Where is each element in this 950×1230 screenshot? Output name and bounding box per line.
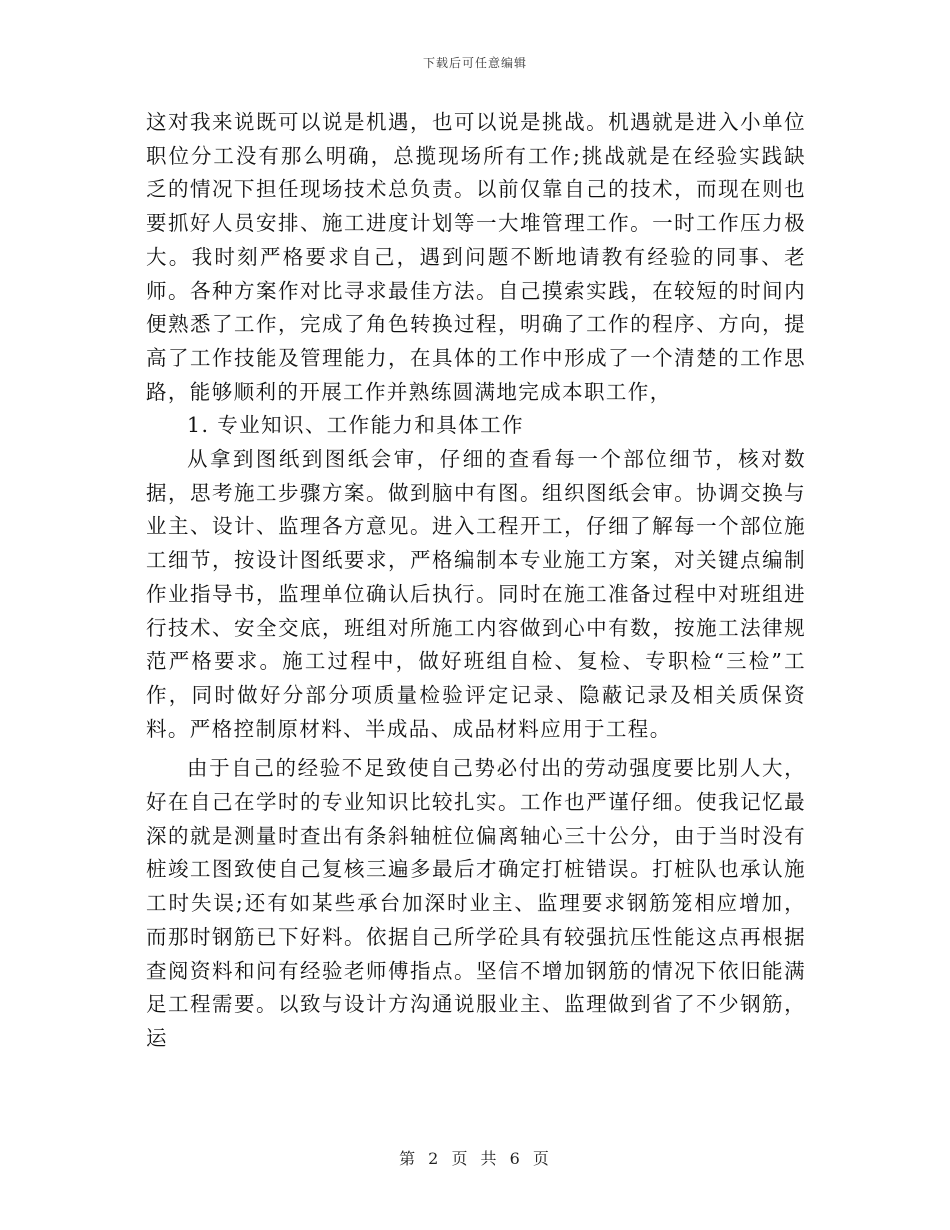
document-body: [146, 106, 806, 1056]
paragraph-2: 从拿到图纸到图纸会审，仔细的查看每一个部位细节，核对数据，思考施工步骤方案。做到脑中有图。组织图纸会审。协调交换与业主、设计、监理各方意见。进入工程开工，仔细了解每一个部位施工细节，按设计图纸要求，严格编制本专业施工方案，对关键点编制作业指导书，监理单位确认后执行。同时在施工准备过程中对班组进行技术、安全交底，班组对所施工内容做到心中有数，按施工法律规范严格要求。施工过程中，做好班组自检、复检、专职检“三检”工作，同时做好分部分项质量检验评定记录、隐蔽记录及相关质保资料。严格控制原材料、半成品、成品材料应用于工程。: [146, 447, 806, 741]
paragraph-3: 由于自己的经验不足致使自己势必付出的劳动强度要比别人大，好在自己在学时的专业知识比较扎实。工作也严谨仔细。使我记忆最深的就是测量时查出有条斜轴桩位偏离轴心三十公分，由于当时没有桩竣工图致使自己复核三遍多最后才确定打桩错误。打桩队也承认施工时失误;还有如某些承台加深时业主、监理要求钢筋笼相应增加，而那时钢筋已下好料。依据自己所学砼具有较强抗压性能这点再根据查阅资料和问有经验老师傅指点。坚信不增加钢筋的情况下依旧能满足工程需要。以致与设计方沟通说服业主、监理做到省了不少钢筋，运: [146, 756, 806, 1050]
section-title: 1. 专业知识、工作能力和具体工作: [187, 413, 524, 438]
paragraph-1: 这对我来说既可以说是机遇，也可以说是挑战。机遇就是进入小单位职位分工没有那么明确，总揽现场所有工作;挑战就是在经验实践缺乏的情况下担任现场技术总负责。以前仅靠自己的技术，而现在则也要抓好人员安排、施工进度计划等一大堆管理工作。一时工作压力极大。我时刻严格要求自己，遇到问题不断地请教有经验的同事、老师。各种方案作对比寻求最佳方法。自己摸索实践，在较短的时间内便熟悉了工作，完成了角色转换过程，明确了工作的程序、方向，提高了工作技能及管理能力，在具体的工作中形成了一个清楚的工作思路，能够顺利的开展工作并熟练圆满地完成本职工作，: [146, 110, 806, 404]
page-header: 下载后可任意编辑: [422, 56, 527, 70]
page-footer: 第 2 页 共 6 页: [399, 1149, 551, 1168]
